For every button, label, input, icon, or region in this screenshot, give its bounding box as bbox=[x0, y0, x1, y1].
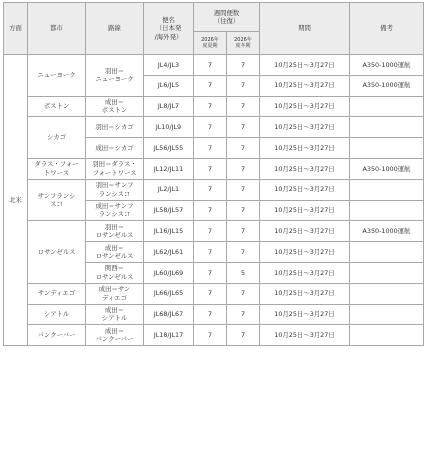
city-cell: ダラス・フォー トワース bbox=[28, 158, 86, 179]
summer-frequency-cell: 7 bbox=[194, 283, 227, 304]
flight-number-cell: JL60/JL69 bbox=[144, 262, 194, 283]
flight-number-cell: JL66/JL65 bbox=[144, 283, 194, 304]
header-winter: 2026年 度冬期 bbox=[227, 32, 260, 55]
route-cell: 成田＝ シアトル bbox=[86, 304, 144, 325]
winter-frequency-cell: 7 bbox=[227, 221, 260, 242]
flight-number-cell: JL16/JL15 bbox=[144, 221, 194, 242]
route-cell: 成田＝ ロサンゼルス bbox=[86, 242, 144, 263]
remarks-cell bbox=[350, 325, 424, 346]
table-row bbox=[4, 179, 424, 200]
period-cell: 10月25日～3月27日 bbox=[260, 242, 350, 263]
period-cell: 10月25日～3月27日 bbox=[260, 262, 350, 283]
header-summer: 2026年 度夏期 bbox=[194, 32, 227, 55]
summer-frequency-cell: 7 bbox=[194, 55, 227, 76]
route-cell: 関西＝ ロサンゼルス bbox=[86, 262, 144, 283]
winter-frequency-cell: 7 bbox=[227, 55, 260, 76]
period-cell: 10月25日～3月27日 bbox=[260, 117, 350, 138]
city-cell: サンディエゴ bbox=[28, 283, 86, 304]
flight-number-cell: JL2/JL1 bbox=[144, 179, 194, 200]
period-cell: 10月25日～3月27日 bbox=[260, 221, 350, 242]
city-cell: バンクーバー bbox=[28, 325, 86, 346]
city-cell: サンフランシ スコ bbox=[28, 179, 86, 221]
flight-number-cell: JL12/JL11 bbox=[144, 158, 194, 179]
remarks-cell bbox=[350, 242, 424, 263]
header-region: 方面 bbox=[4, 3, 28, 55]
table-body bbox=[4, 55, 424, 346]
winter-frequency-cell: 7 bbox=[227, 158, 260, 179]
period-cell: 10月25日～3月27日 bbox=[260, 96, 350, 117]
remarks-cell bbox=[350, 200, 424, 221]
flight-number-cell: JL8/JL7 bbox=[144, 96, 194, 117]
flight-number-cell: JL10/JL9 bbox=[144, 117, 194, 138]
period-cell: 10月25日～3月27日 bbox=[260, 325, 350, 346]
winter-frequency-cell: 5 bbox=[227, 262, 260, 283]
flight-number-cell: JL68/JL67 bbox=[144, 304, 194, 325]
winter-frequency-cell: 7 bbox=[227, 304, 260, 325]
flight-number-cell: JL58/JL57 bbox=[144, 200, 194, 221]
summer-frequency-cell: 7 bbox=[194, 179, 227, 200]
flight-number-cell: JL4/JL3 bbox=[144, 55, 194, 76]
summer-frequency-cell: 7 bbox=[194, 138, 227, 159]
summer-frequency-cell: 7 bbox=[194, 117, 227, 138]
route-cell: 羽田＝ダラス・ フォートワース bbox=[86, 158, 144, 179]
city-cell: ボストン bbox=[28, 96, 86, 117]
period-cell: 10月25日～3月27日 bbox=[260, 158, 350, 179]
summer-frequency-cell: 7 bbox=[194, 242, 227, 263]
period-cell: 10月25日～3月27日 bbox=[260, 179, 350, 200]
table-header bbox=[4, 3, 424, 55]
remarks-cell: A350-1000運航 bbox=[350, 158, 424, 179]
summer-frequency-cell: 7 bbox=[194, 304, 227, 325]
table-row bbox=[4, 221, 424, 242]
route-cell: 成田＝サン ディエゴ bbox=[86, 283, 144, 304]
table-row bbox=[4, 117, 424, 138]
city-cell: ロサンゼルス bbox=[28, 221, 86, 283]
table-row bbox=[4, 96, 424, 117]
city-cell: シカゴ bbox=[28, 117, 86, 159]
route-cell: 羽田＝ ニューヨーク bbox=[86, 55, 144, 97]
table-row bbox=[4, 304, 424, 325]
route-cell: 羽田＝ ロサンゼルス bbox=[86, 221, 144, 242]
winter-frequency-cell: 7 bbox=[227, 325, 260, 346]
winter-frequency-cell: 7 bbox=[227, 283, 260, 304]
route-cell: 成田＝シカゴ bbox=[86, 138, 144, 159]
header-city: 都市 bbox=[28, 3, 86, 55]
period-cell: 10月25日～3月27日 bbox=[260, 200, 350, 221]
period-cell: 10月25日～3月27日 bbox=[260, 138, 350, 159]
city-cell: ニューヨーク bbox=[28, 55, 86, 97]
remarks-cell bbox=[350, 138, 424, 159]
remarks-cell bbox=[350, 117, 424, 138]
header-remarks: 備考 bbox=[350, 3, 424, 55]
header-period: 期間 bbox=[260, 3, 350, 55]
remarks-cell: A350-1000運航 bbox=[350, 221, 424, 242]
winter-frequency-cell: 7 bbox=[227, 179, 260, 200]
flight-number-cell: JL6/JL5 bbox=[144, 75, 194, 96]
remarks-cell: A350-1000運航 bbox=[350, 75, 424, 96]
route-cell: 成田＝ ボストン bbox=[86, 96, 144, 117]
table-row bbox=[4, 55, 424, 76]
remarks-cell bbox=[350, 262, 424, 283]
winter-frequency-cell: 7 bbox=[227, 138, 260, 159]
flight-number-cell: JL18/JL17 bbox=[144, 325, 194, 346]
summer-frequency-cell: 7 bbox=[194, 158, 227, 179]
table-row bbox=[4, 158, 424, 179]
winter-frequency-cell: 7 bbox=[227, 242, 260, 263]
winter-frequency-cell: 7 bbox=[227, 96, 260, 117]
winter-frequency-cell: 7 bbox=[227, 75, 260, 96]
flight-number-cell: JL62/JL61 bbox=[144, 242, 194, 263]
winter-frequency-cell: 7 bbox=[227, 117, 260, 138]
flight-number-cell: JL56/JL55 bbox=[144, 138, 194, 159]
summer-frequency-cell: 7 bbox=[194, 75, 227, 96]
route-cell: 成田＝サンフ ランシスコ bbox=[86, 200, 144, 221]
schedule-table bbox=[3, 2, 424, 346]
summer-frequency-cell: 7 bbox=[194, 325, 227, 346]
summer-frequency-cell: 7 bbox=[194, 200, 227, 221]
summer-frequency-cell: 7 bbox=[194, 96, 227, 117]
header-weekly: 週間便数 （往復） bbox=[194, 3, 260, 32]
remarks-cell bbox=[350, 304, 424, 325]
header-flight: 便名 （日本発 /海外発） bbox=[144, 3, 194, 55]
period-cell: 10月25日～3月27日 bbox=[260, 75, 350, 96]
table-row bbox=[4, 283, 424, 304]
route-cell: 成田＝ バンクーバー bbox=[86, 325, 144, 346]
region-cell: 北米 bbox=[4, 55, 28, 346]
remarks-cell bbox=[350, 283, 424, 304]
table-row bbox=[4, 325, 424, 346]
period-cell: 10月25日～3月27日 bbox=[260, 283, 350, 304]
period-cell: 10月25日～3月27日 bbox=[260, 304, 350, 325]
summer-frequency-cell: 7 bbox=[194, 262, 227, 283]
winter-frequency-cell: 7 bbox=[227, 200, 260, 221]
remarks-cell bbox=[350, 179, 424, 200]
city-cell: シアトル bbox=[28, 304, 86, 325]
remarks-cell bbox=[350, 96, 424, 117]
summer-frequency-cell: 7 bbox=[194, 221, 227, 242]
header-route: 路線 bbox=[86, 3, 144, 55]
route-cell: 羽田＝シカゴ bbox=[86, 117, 144, 138]
route-cell: 羽田＝サンフ ランシスコ bbox=[86, 179, 144, 200]
period-cell: 10月25日～3月27日 bbox=[260, 55, 350, 76]
remarks-cell: A350-1000運航 bbox=[350, 55, 424, 76]
